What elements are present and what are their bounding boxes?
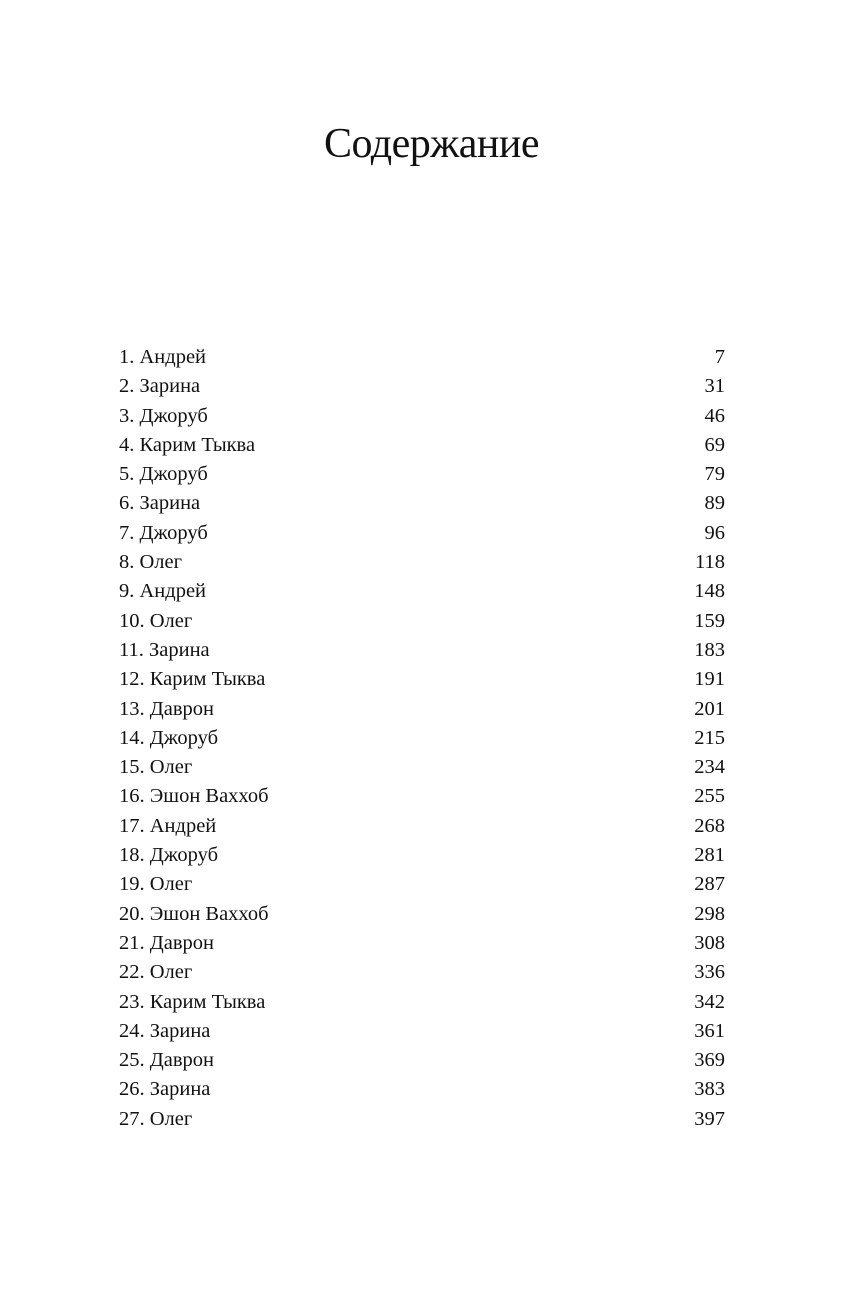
toc-entry-label: 26. Зарина <box>119 1078 211 1101</box>
toc-entry-label: 24. Зарина <box>119 1019 211 1042</box>
toc-entry-label: 16. Эшон Ваххоб <box>119 785 269 808</box>
toc-entry <box>119 343 725 372</box>
toc-entry-label: 19. Олег <box>119 873 193 896</box>
toc-entry-label: 14. Джоруб <box>119 726 219 749</box>
toc-page-number: 89 <box>704 492 725 515</box>
toc-entry-label: 18. Джоруб <box>119 844 219 867</box>
toc-entry-label: 6. Зарина <box>119 492 201 515</box>
toc-entry <box>119 1046 725 1075</box>
toc-entry <box>119 724 725 753</box>
toc-entry <box>119 841 725 870</box>
page-title: Содержание <box>323 121 540 167</box>
toc-entry <box>119 402 725 431</box>
toc-entry-label: 2. Зарина <box>119 375 201 398</box>
toc-entry-label: 25. Даврон <box>119 1049 214 1072</box>
toc-entry-label: 5. Джоруб <box>119 463 208 486</box>
toc-entry <box>119 958 725 987</box>
toc-entry-label: 23. Карим Тыква <box>119 990 266 1013</box>
toc-entry <box>119 577 725 606</box>
toc-page-number: 7 <box>714 346 725 368</box>
toc-page-number: 342 <box>694 990 725 1013</box>
toc-page-number: 234 <box>694 756 725 779</box>
toc-page-number: 148 <box>694 580 725 603</box>
toc-entry-label: 12. Карим Тыква <box>119 668 266 691</box>
toc-entry <box>119 870 725 899</box>
toc-entry-label: 20. Эшон Ваххоб <box>119 902 269 925</box>
toc-entry-label: 7. Джоруб <box>119 521 208 544</box>
toc-entry-label: 22. Олег <box>119 961 193 984</box>
toc-page-number: 298 <box>694 902 725 925</box>
toc-page-number: 118 <box>695 551 725 574</box>
toc-page-number: 336 <box>694 961 725 984</box>
toc-page-number: 361 <box>694 1019 725 1042</box>
toc-entry <box>119 1017 725 1046</box>
toc-entry-label: 13. Даврон <box>119 697 214 720</box>
toc-page-number: 46 <box>704 404 725 427</box>
toc-page-number: 96 <box>704 521 725 544</box>
toc-entry <box>119 665 725 694</box>
toc-page-number: 183 <box>694 638 725 661</box>
table-of-contents <box>119 343 725 1134</box>
toc-page-number: 215 <box>694 726 725 749</box>
toc-entry <box>119 900 725 929</box>
toc-page-number: 268 <box>694 814 725 837</box>
toc-page-number: 397 <box>694 1107 725 1130</box>
toc-entry-label: 21. Даврон <box>119 931 214 954</box>
toc-page-number: 255 <box>694 785 725 808</box>
toc-page-number: 383 <box>694 1078 725 1101</box>
toc-entry <box>119 1105 725 1134</box>
toc-page-number: 287 <box>694 873 725 896</box>
toc-entry-label: 8. Олег <box>119 551 183 574</box>
toc-page-number: 79 <box>704 463 725 486</box>
toc-page-number: 159 <box>694 609 725 632</box>
toc-entry <box>119 489 725 518</box>
toc-entry <box>119 548 725 577</box>
toc-entry-label: 27. Олег <box>119 1107 193 1130</box>
toc-entry <box>119 1075 725 1104</box>
toc-entry-label: 17. Андрей <box>119 814 217 837</box>
toc-entry <box>119 753 725 782</box>
toc-entry <box>119 636 725 665</box>
toc-entry-label: 9. Андрей <box>119 580 207 603</box>
toc-page-number: 369 <box>694 1049 725 1072</box>
toc-entry <box>119 607 725 636</box>
toc-entry <box>119 372 725 401</box>
toc-entry-label: 15. Олег <box>119 756 193 779</box>
toc-page-number: 201 <box>694 697 725 720</box>
toc-entry-label: 4. Карим Тыква <box>119 433 256 456</box>
toc-entry <box>119 431 725 460</box>
toc-entry-label: 10. Олег <box>119 609 193 632</box>
toc-page-number: 69 <box>704 433 725 456</box>
toc-entry <box>119 812 725 841</box>
toc-entry-label: 1. Андрей <box>119 346 207 368</box>
toc-page-number: 31 <box>704 375 725 398</box>
toc-entry <box>119 988 725 1017</box>
toc-page-number: 281 <box>694 844 725 867</box>
toc-entry <box>119 519 725 548</box>
toc-page-number: 308 <box>694 931 725 954</box>
toc-entry <box>119 460 725 489</box>
toc-entry <box>119 929 725 958</box>
toc-page-number: 191 <box>694 668 725 691</box>
toc-entry-label: 11. Зарина <box>119 638 210 661</box>
toc-entry <box>119 695 725 724</box>
toc-entry-label: 3. Джоруб <box>119 404 208 427</box>
toc-entry <box>119 782 725 811</box>
